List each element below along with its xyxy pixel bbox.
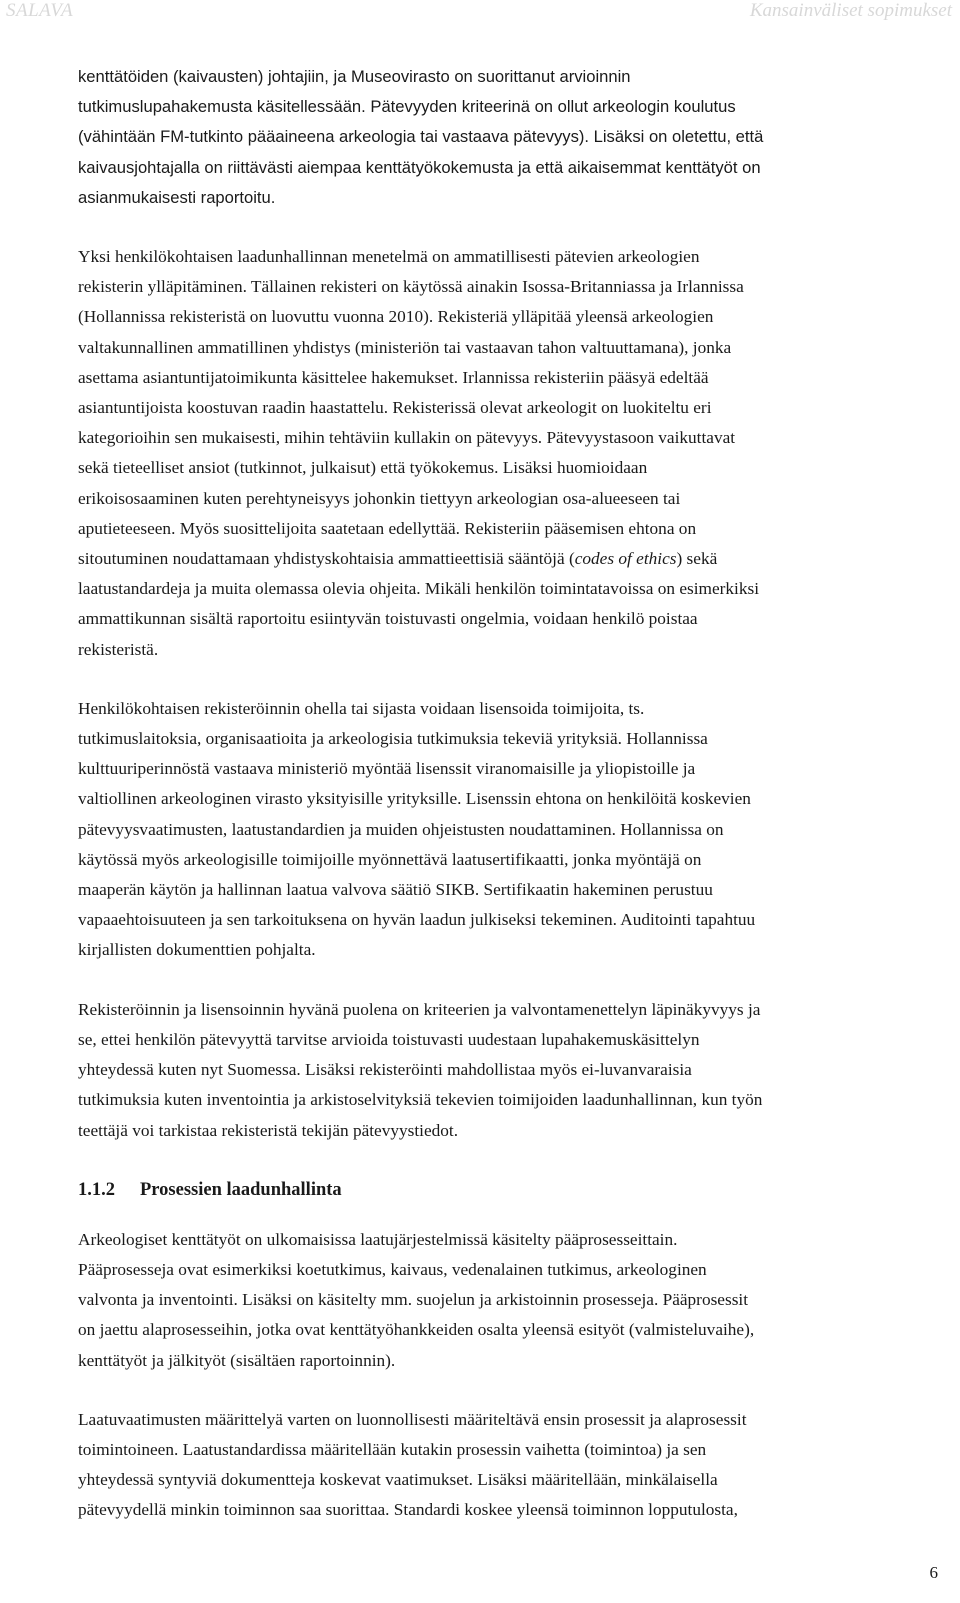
paragraph-3 <box>78 694 958 966</box>
text-line: pätevyysvaatimusten, laatustandardien ja muiden ohjeistusten noudattaminen. Hollannissa on <box>78 819 724 839</box>
text-line: kirjallisten dokumenttien pohjalta. <box>78 940 316 960</box>
text-line: (Hollannissa rekisteristä on luovuttu vuonna 2010). Rekisteriä ylläpitää yleensä arkeologien <box>78 307 714 327</box>
italic-term: codes of ethics <box>574 549 677 569</box>
header-left-text: SALAVA <box>6 0 74 21</box>
text-line: kaivausjohtajalla on riittävästi aiempaa kenttätyökokemusta ja että aikaisemmat kenttätyöt on <box>78 157 761 177</box>
paragraph-1 <box>78 62 958 213</box>
paragraph-6 <box>78 1405 958 1526</box>
text-line: valtiollinen arkeologinen virasto yksityisille yrityksille. Lisenssin ehtona on henkilöitä koskevien <box>78 789 751 809</box>
paragraph-5 <box>78 1225 958 1376</box>
text-line: rekisteristä. <box>78 639 159 659</box>
text-line: kenttätyöt ja jälkityöt (sisältäen raportoinnin). <box>78 1350 396 1370</box>
text-line: valvonta ja inventointi. Lisäksi on käsitelty mm. suojelun ja arkistoinnin prosesseja. Pääprosessit <box>78 1290 749 1310</box>
text-line: asianmukaisesti raportoitu. <box>78 187 276 207</box>
text-line: toimintoineen. Laatustandardissa määritellään kutakin prosessin vaihetta (toimintoa) ja sen <box>78 1439 707 1459</box>
text-line: tutkimuslupahakemusta käsitellessään. Pätevyyden kriteerinä on ollut arkeologin koulutus <box>78 97 736 117</box>
section-number: 1.1.2 <box>78 1179 115 1200</box>
text-line: Henkilökohtaisen rekisteröinnin ohella tai sijasta voidaan lisensoida toimijoita, ts. <box>78 698 645 718</box>
text-line: ammattikunnan sisältä raportoitu esiintyvän toistuvasti ongelmia, voidaan henkilö poistaa <box>78 609 698 629</box>
text-line: tutkimuslaitoksia, organisaatioita ja arkeologisia tutkimuksia tekeviä yrityksiä. Hollannissa <box>78 729 708 749</box>
text-line: asiantuntijoista koostuvan raadin haastattelu. Rekisterissä olevat arkeologit on luokiteltu eri <box>78 398 712 418</box>
text-line: käytössä myös arkeologisille toimijoille myönnettävä laatusertifikaatti, jonka myöntäjä on <box>78 849 702 869</box>
text-line: (vähintään FM-tutkinto pääaineena arkeologia tai vastaava pätevyys). Lisäksi on oletettu, että <box>78 127 764 147</box>
text-line: yhteydessä kuten nyt Suomessa. Lisäksi rekisteröinti mahdollistaa myös ei-luvanvaraisia <box>78 1060 692 1080</box>
text-line: kategorioihin sen mukaisesti, mihin tehtäviin kullakin on pätevyys. Pätevyystasoon vaikuttavat <box>78 428 736 448</box>
text-line: aputieteeseen. Myös suosittelijoita saatetaan edellyttää. Rekisteriin pääsemisen ehtona on <box>78 518 697 538</box>
text-line: sitoutuminen noudattamaan yhdistyskohtaisia ammattieettisiä sääntöjä (codes of ethics) sekä <box>78 549 718 569</box>
text-line: asettama asiantuntijatoimikunta käsittelee hakemukset. Irlannissa rekisteriin pääsyä edeltää <box>78 367 709 387</box>
paragraph-2 <box>78 242 958 665</box>
text-line: sekä tieteelliset ansiot (tutkinnot, julkaisut) että työkokemus. Lisäksi huomioidaan <box>78 458 648 478</box>
header-right-text: Kansainväliset sopimukset <box>749 0 952 21</box>
text-line: valtakunnallinen ammatillinen yhdistys (ministeriön tai vastaavan tahon valtuuttamana), jonka <box>78 337 732 357</box>
text-line: kenttätöiden (kaivausten) johtajiin, ja Museovirasto on suorittanut arvioinnin <box>78 67 631 86</box>
text-line: tutkimuksia kuten inventointia ja arkistoselvityksiä tekevien toimijoiden laadunhallinnan, kun työn <box>78 1090 763 1110</box>
text-line: rekisterin ylläpitäminen. Tällainen rekisteri on käytössä ainakin Isossa-Britanniassa ja Irlannissa <box>78 277 744 297</box>
text-line: on jaettu alaprosesseihin, jotka ovat kenttätyöhankkeiden osalta yleensä esityöt (valmisteluvaihe), <box>78 1320 755 1340</box>
text-line: Arkeologiset kenttätyöt on ulkomaisissa laatujärjestelmissä käsitelty pääprosesseittain. <box>78 1229 678 1249</box>
section-title: Prosessien laadunhallinta <box>140 1179 342 1200</box>
text-line: Laatuvaatimusten määrittelyä varten on luonnollisesti määriteltävä ensin prosessit ja alaprosessit <box>78 1409 747 1429</box>
section-heading <box>78 1175 958 1205</box>
text-line: teettäjä voi tarkistaa rekisteristä tekijän pätevyystiedot. <box>78 1120 459 1140</box>
text-line: Pääprosesseja ovat esimerkiksi koetutkimus, kaivaus, vedenalainen tutkimus, arkeologinen <box>78 1259 707 1279</box>
text-line: laatustandardeja ja muita olemassa olevia ohjeita. Mikäli henkilön toimintatavoissa on esimerkiksi <box>78 579 759 599</box>
text-line: se, ettei henkilön pätevyyttä tarvitse arvioida toistuvasti uudestaan lupahakemuskäsittelyn <box>78 1029 700 1049</box>
text-line: yhteydessä syntyviä dokumentteja koskevat vaatimukset. Lisäksi määritellään, minkälaisella <box>78 1470 718 1490</box>
paragraph-4 <box>78 995 958 1146</box>
text-line: erikoisosaaminen kuten perehtyneisyys johonkin tiettyyn arkeologian osa-alueeseen tai <box>78 488 681 508</box>
text-line: maaperän käytön ja hallinnan laatua valvova säätiö SIKB. Sertifikaatin hakeminen perustuu <box>78 880 713 900</box>
page-number: 6 <box>929 1563 938 1582</box>
text-line: kulttuuriperinnöstä vastaava ministeriö myöntää lisenssit viranomaisille ja yliopistoille ja <box>78 759 696 779</box>
text-line: Rekisteröinnin ja lisensoinnin hyvänä puolena on kriteerien ja valvontamenettelyn läpinäkyvyys ja <box>78 999 761 1019</box>
document-body <box>78 62 958 1526</box>
text-line: Yksi henkilökohtaisen laadunhallinnan menetelmä on ammatillisesti pätevien arkeologien <box>78 247 700 267</box>
text-line: vapaaehtoisuuteen ja sen tarkoituksena on hyvän laadun julkiseksi tekeminen. Auditointi tapahtuu <box>78 910 756 930</box>
text-line: pätevyydellä minkin toiminnon saa suorittaa. Standardi koskee yleensä toiminnon lopputulosta, <box>78 1500 738 1520</box>
